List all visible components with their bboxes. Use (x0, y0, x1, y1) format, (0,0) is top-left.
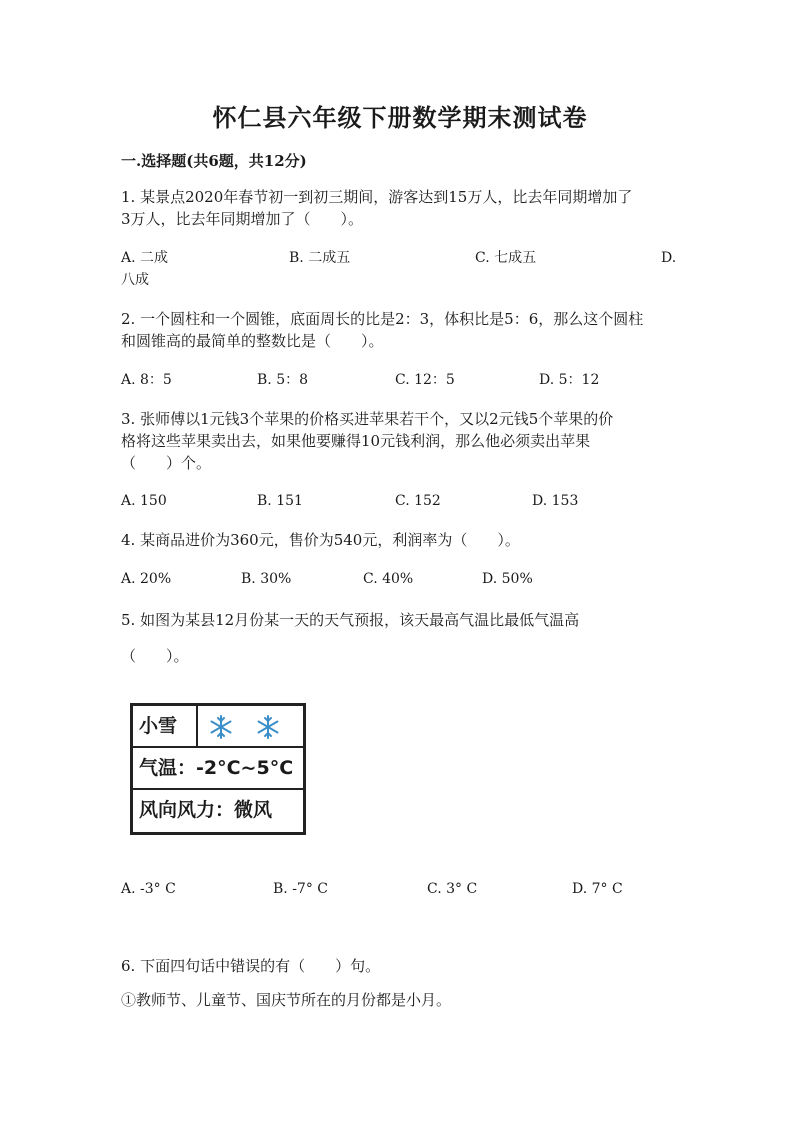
question-3-line-1: 3. 张师傅以1元钱3个苹果的价格买进苹果若干个，又以2元钱5个苹果的价 (121, 410, 614, 428)
question-5-options (121, 878, 681, 922)
question-1-options (121, 247, 681, 291)
option-d[interactable]: D. 50% (482, 571, 533, 587)
option-b[interactable]: B. 二成五 (289, 250, 351, 266)
weather-condition-row (133, 706, 303, 748)
option-c[interactable]: C. 3° C (427, 881, 478, 897)
question-4-options (121, 568, 681, 612)
question-4-line-1: 4. 某商品进价为360元，售价为540元，利润率为（ ）。 (121, 531, 520, 549)
option-c[interactable]: C. 12：5 (395, 372, 455, 388)
option-d[interactable]: D. 5：12 (539, 372, 600, 388)
question-1-line-1: 1. 某景点2020年春节初一到初三期间，游客达到15万人，比去年同期增加了 (121, 188, 633, 206)
weather-divider (196, 706, 198, 746)
question-6-line-1: 6. 下面四句话中错误的有（ ）句。 (121, 957, 381, 975)
snowflake-icon (255, 714, 281, 740)
option-c[interactable]: C. 40% (363, 571, 414, 587)
weather-wind: 风向风力：微风 (139, 799, 273, 821)
question-6 (121, 955, 681, 1011)
question-3-line-3: （ ）个。 (121, 454, 212, 472)
option-b[interactable]: B. 30% (241, 571, 292, 587)
question-6-line-2: ①教师节、儿童节、国庆节所在的月份都是小月。 (121, 991, 452, 1009)
option-b[interactable]: B. -7° C (273, 881, 328, 897)
question-2 (121, 308, 681, 352)
question-2-line-2: 和圆锥高的最简单的整数比是（ ）。 (121, 332, 384, 350)
option-a[interactable]: A. 150 (121, 493, 167, 509)
weather-wind-row (133, 790, 303, 832)
question-3 (121, 408, 681, 474)
section-heading: 一.选择题(共6题，共12分) (121, 152, 307, 170)
question-2-line-1: 2. 一个圆柱和一个圆锥，底面周长的比是2：3，体积比是5：6，那么这个圆柱 (121, 310, 644, 328)
option-a[interactable]: A. -3° C (121, 881, 176, 897)
question-5 (121, 609, 681, 667)
weather-forecast-figure (130, 703, 306, 835)
option-b[interactable]: B. 151 (257, 493, 303, 509)
question-1 (121, 186, 681, 230)
weather-temperature-row (133, 748, 303, 790)
weather-condition: 小雪 (139, 715, 178, 737)
question-5-line-2: （ ）。 (121, 647, 189, 665)
weather-temperature: 气温：-2°C~5°C (139, 757, 294, 779)
option-c[interactable]: C. 152 (395, 493, 441, 509)
option-d[interactable]: D. 7° C (572, 881, 623, 897)
option-a[interactable]: A. 20% (121, 571, 172, 587)
snowflake-icon (208, 714, 234, 740)
option-d-text: 八成 (121, 272, 149, 288)
option-d[interactable]: D. 153 (532, 493, 579, 509)
question-1-line-2: 3万人，比去年同期增加了（ ）。 (121, 210, 364, 228)
question-3-options (121, 490, 681, 534)
option-c[interactable]: C. 七成五 (475, 250, 537, 266)
question-3-line-2: 格将这些苹果卖出去，如果他要赚得10元钱利润，那么他必须卖出苹果 (121, 432, 591, 450)
question-2-options (121, 369, 681, 413)
option-d[interactable]: D. (661, 250, 677, 266)
option-a[interactable]: A. 8：5 (121, 372, 172, 388)
page-title: 怀仁县六年级下册数学期末测试卷 (212, 103, 588, 132)
option-b[interactable]: B. 5：8 (257, 372, 309, 388)
question-5-line-1: 5. 如图为某县12月份某一天的天气预报，该天最高气温比最低气温高 (121, 611, 580, 629)
option-a[interactable]: A. 二成 (121, 250, 169, 266)
question-4 (121, 529, 681, 551)
